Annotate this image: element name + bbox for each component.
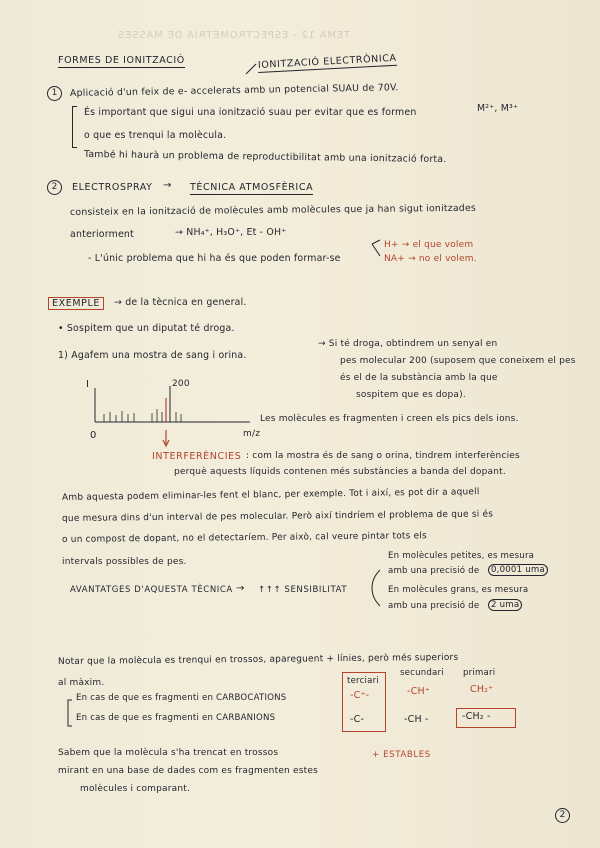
carbocation-tertiary: -C⁺- (350, 690, 370, 701)
small-molecules-line2: amb una precisió de (388, 566, 480, 576)
example-right4: sospitem que es dopa). (356, 390, 466, 400)
section2-line3: - L'únic problema que hi ha és que poden formar-se (88, 253, 341, 264)
paragraph-line2: que mesura dins d'un interval de pes molecular. Però així tindríem el problema de que si és (61, 509, 494, 524)
advantages-arrow: → (236, 583, 245, 594)
carbanion-tertiary: -C- (350, 714, 365, 725)
ghost-text: TEMA 12 - ESPECTROMETRIA DE MASSES (117, 30, 350, 41)
axis-mz-label: m/z (243, 429, 261, 439)
primary-label: primari (463, 668, 496, 678)
paragraph-line1: Amb aquesta podem eliminar-les fent el blanc, per exemple. Tot i així, es pot dir a aquell (61, 487, 480, 503)
stable-label: + ESTABLES (372, 750, 431, 760)
fragments-line1: Notar que la molècula es trenqui en trossos, apareguent + línies, però més superiors (57, 652, 459, 667)
axis-i-label: I (86, 379, 90, 390)
fragments-note: Les molècules es fragmenten i creen els pics dels ions. (260, 414, 519, 424)
section1-line3: o que es trenqui la molècula. (84, 130, 227, 141)
example-line2: 1) Agafem una mostra de sang i orina. (58, 350, 247, 361)
paragraph-line4: intervals possibles de pes. (62, 557, 187, 567)
page-number: 2 (555, 808, 570, 823)
section1-line4: També hi haurà un problema de reproductibilitat amb una ionització forta. (83, 149, 447, 166)
section1-line2: És important que sigui una ionització suau per evitar que es formen (84, 107, 417, 118)
branch-wanted: H+ → el que volem (384, 240, 474, 250)
example-right3: és el de la substància amb la que (340, 373, 498, 383)
carbocation-secondary: -CH⁺ (407, 686, 431, 697)
section-heading: IONITZACIÓ ELECTRÒNICA (257, 52, 397, 71)
closing-line3: molècules i comparant. (80, 784, 191, 794)
section2-line1: consisteix en la ionització de molècules amb molècules que ja han sigut ionitzades (69, 202, 477, 218)
small-molecules-value: 0,0001 uma (488, 564, 548, 576)
section-number-1: 1 (47, 86, 62, 101)
tertiary-label: terciari (347, 676, 379, 686)
advantages-label: AVANTATGES D'AQUESTA TÈCNICA (70, 585, 233, 595)
big-molecules-line2: amb una precisió de (388, 601, 480, 611)
small-molecules-line1: En molècules petites, es mesura (388, 551, 535, 561)
axis-200-label: 200 (172, 379, 190, 389)
interference-text: : com la mostra és de sang o orina, tindrem interferències (246, 451, 520, 461)
section1-ions: M²⁺, M³⁺ (477, 103, 519, 114)
big-molecules-line1: En molècules grans, es mesura (388, 585, 529, 595)
axis-0-label: 0 (90, 430, 97, 441)
section2-line2: anteriorment (70, 229, 134, 240)
example-right1: → Si té droga, obtindrem un senyal en (318, 339, 498, 349)
paragraph-line3: o un compost de dopant, no el detectaríem. Per això, cal veure pintar tots els (61, 531, 427, 545)
carbocation-primary: CH₂⁺ (470, 684, 494, 695)
secondary-label: secundari (400, 668, 444, 678)
interference-label: INTERFERÈNCIES (152, 451, 242, 462)
page-title: FORMES DE IONITZACIÓ (58, 55, 185, 66)
example-text: → de la tècnica en general. (114, 297, 247, 308)
branch-unwanted: NA+ → no el volem. (384, 254, 477, 264)
section-number-2: 2 (47, 180, 62, 195)
example-right2: pes molecular 200 (suposem que coneixem el pes (340, 356, 576, 366)
carbanion-primary: -CH₂ - (462, 711, 491, 722)
case-carbanions: En cas de que es fragmenti en CARBANIONS (76, 713, 276, 723)
advantages-value: ↑↑↑ SENSIBILITAT (258, 585, 348, 595)
closing-line2: mirant en una base de dades com es fragmenten estes (58, 766, 319, 776)
big-molecules-value: 2 uma (488, 599, 522, 611)
example-line1: • Sospitem que un diputat té droga. (58, 323, 235, 334)
interference-text2: perquè aquests líquids contenen més substàncies a banda del dopant. (174, 467, 506, 477)
section2-arrow: → (163, 180, 172, 191)
section2-title: ELECTROSPRAY (72, 182, 153, 193)
section2-species: → NH₄⁺, H₃O⁺, Et - OH⁺ (175, 227, 287, 238)
carbanion-secondary: -CH - (404, 714, 429, 725)
case-carbocations: En cas de que es fragmenti en CARBOCATIONS (76, 693, 287, 703)
closing-line1: Sabem que la molècula s'ha trencat en trossos (58, 748, 279, 758)
section1-line1: Aplicació d'un feix de e- accelerats amb un potencial SUAU de 70V. (69, 82, 399, 99)
section2-subtitle: TÈCNICA ATMOSFÈRICA (190, 182, 314, 193)
fragments-line2: al màxim. (58, 678, 105, 688)
example-label: EXEMPLE (48, 297, 104, 310)
